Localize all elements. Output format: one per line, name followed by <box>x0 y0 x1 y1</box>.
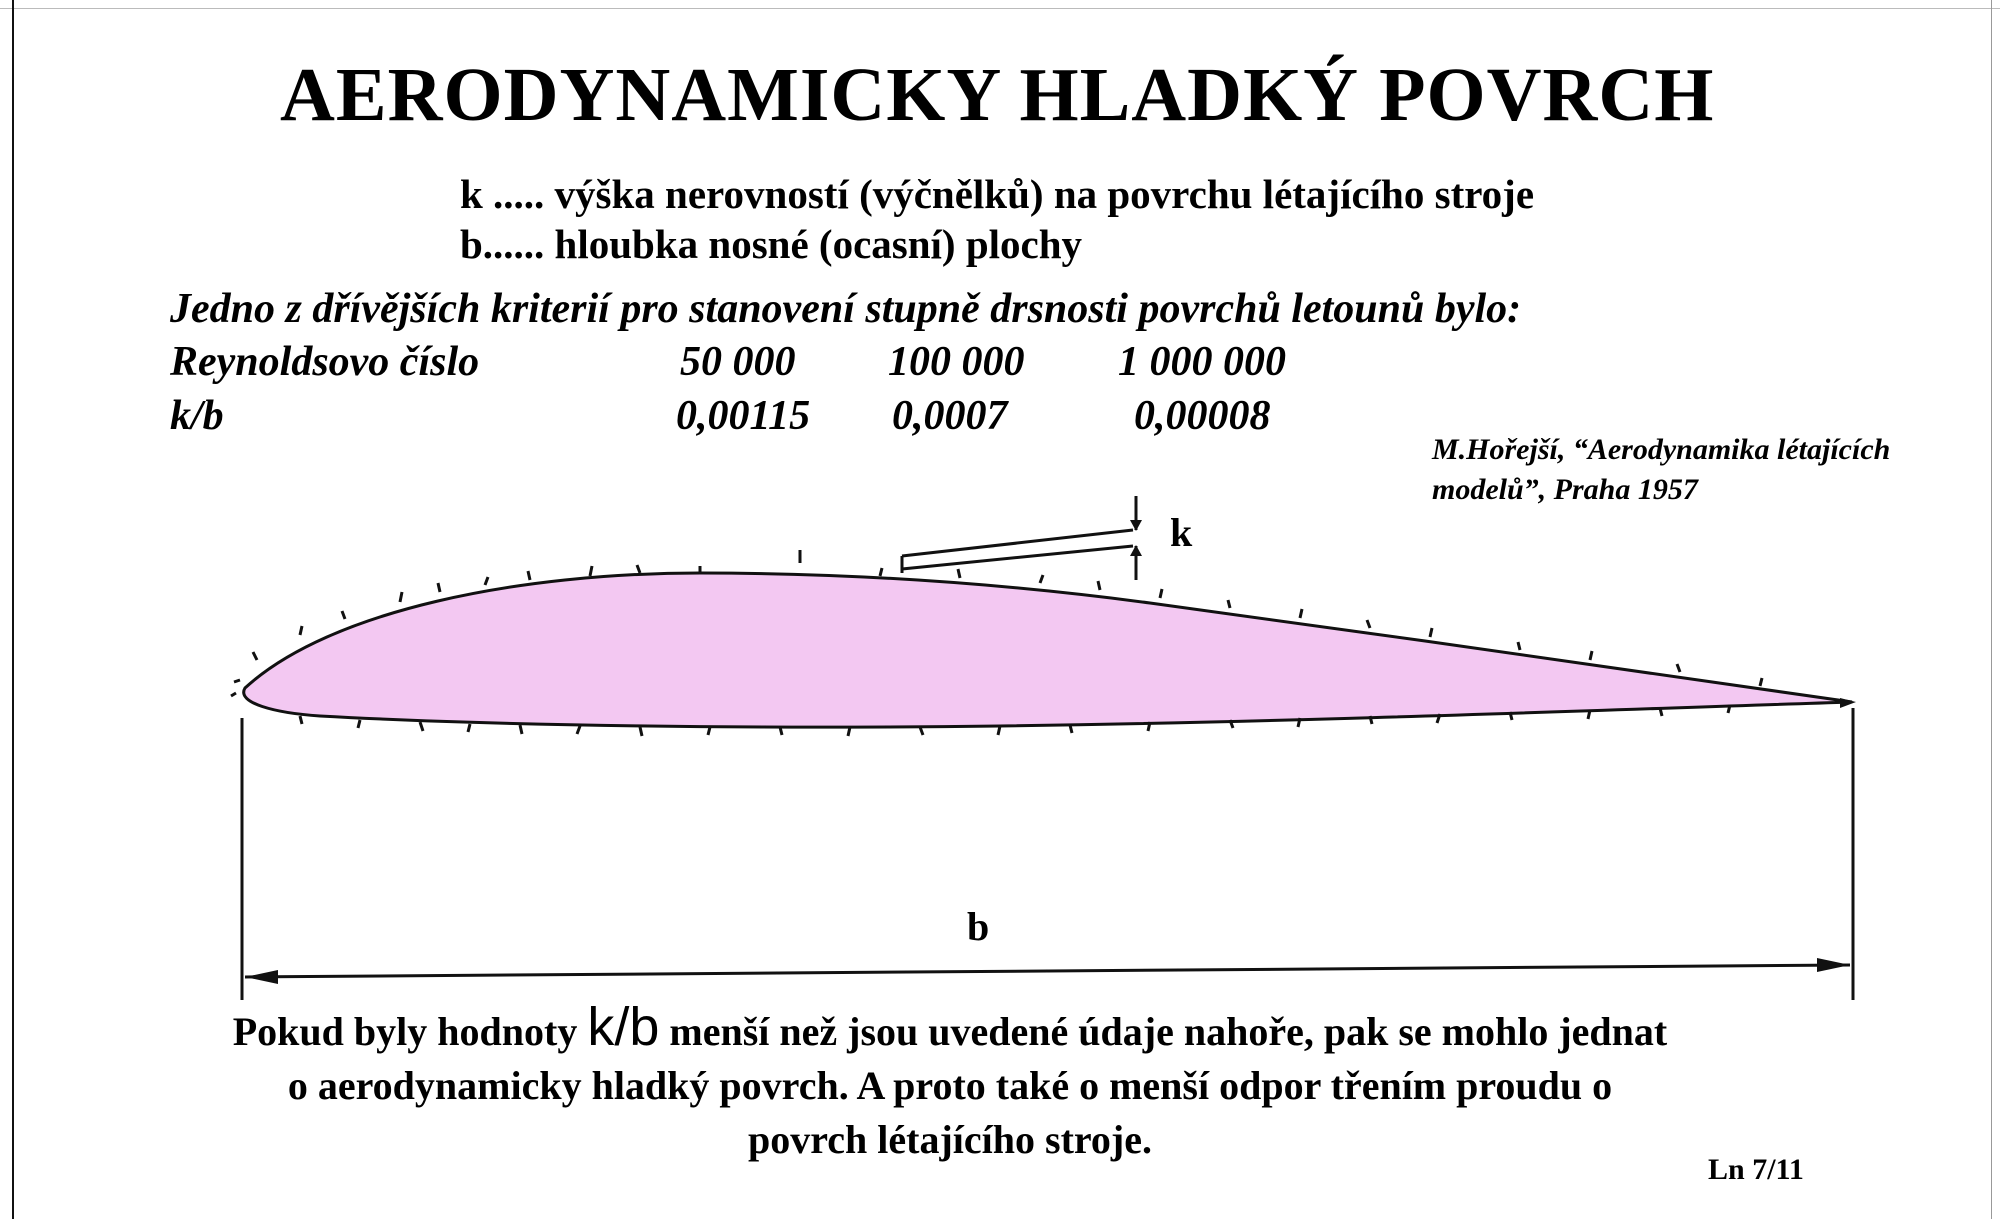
conclusion-paragraph <box>230 997 1670 1167</box>
b-dimension <box>242 708 1853 1000</box>
k-dimension <box>902 496 1136 580</box>
reference-line-2: modelů”, Praha 1957 <box>1432 473 1698 506</box>
conclusion-part-1: Pokud byly hodnoty <box>232 1009 578 1054</box>
page-title: AERODYNAMICKY HLADKÝ POVRCH <box>280 53 1715 137</box>
kb-value-3: 0,00008 <box>1134 393 1271 439</box>
kb-label: k/b <box>170 393 224 439</box>
b-arrow-right-icon <box>1817 958 1850 972</box>
conclusion-kb: k/b <box>587 997 660 1057</box>
k-label: k <box>1170 510 1193 555</box>
b-label: b <box>967 904 990 949</box>
reference-line-1: M.Hořejší, “Aerodynamika létajících <box>1432 433 1891 466</box>
b-arrow-left-icon <box>245 970 278 984</box>
definition-b: b...... hloubka nosné (ocasní) plochy <box>460 221 1083 267</box>
kb-value-2: 0,0007 <box>892 393 1008 439</box>
definition-k: k ..... výška nerovností (výčnělků) na povrchu létajícího stroje <box>460 171 1535 217</box>
page-number: Ln 7/11 <box>1708 1153 1804 1186</box>
reynolds-value-2: 100 000 <box>888 339 1025 385</box>
conclusion-part-2: menší než jsou uvedené údaje nahoře, pak se mohlo jednat o aerodynamicky hladký povrch. A proto také o menší odpor třením proudu o povrch létajícího stroje. <box>287 1009 1668 1162</box>
airfoil-shape <box>244 573 1852 727</box>
kb-value-1: 0,00115 <box>676 393 811 439</box>
reynolds-value-1: 50 000 <box>680 339 796 385</box>
reynolds-value-3: 1 000 000 <box>1118 339 1286 385</box>
reynolds-label: Reynoldsovo číslo <box>170 339 480 385</box>
trailing-edge-mark <box>1840 698 1856 708</box>
criterion-heading: Jedno z dřívějších kriterií pro stanovení stupně drsnosti povrchů letounů bylo: <box>170 286 1522 332</box>
